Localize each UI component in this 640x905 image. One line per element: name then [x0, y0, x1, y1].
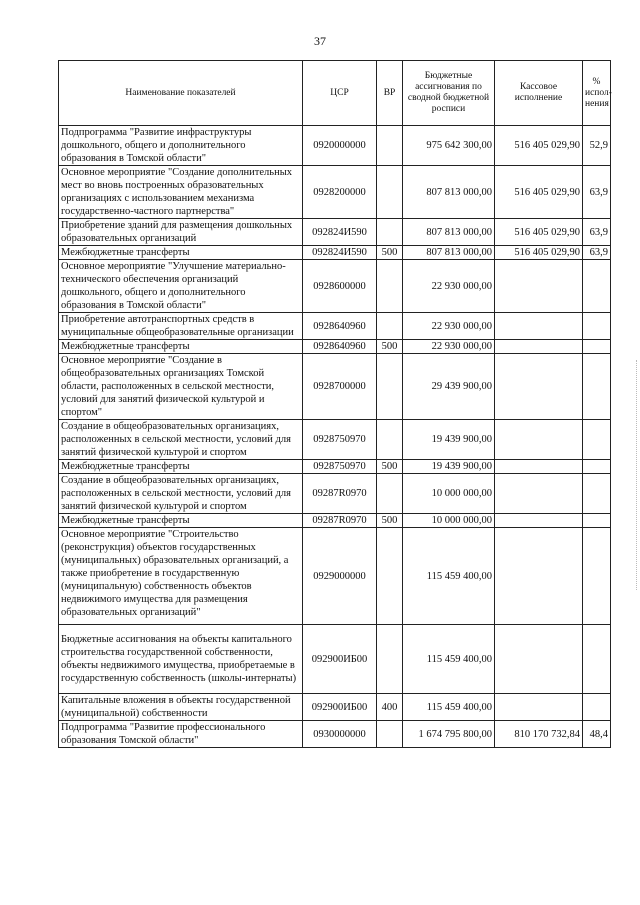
row-name: Приобретение автотранспортных средств в муниципальные общеобразовательные организации: [59, 313, 303, 340]
row-name: Основное мероприятие "Строительство (реконструкция) объектов государственных (муниципальных) образовательных организаций, а также приобретение в государственную (муниципальную) собственность объектов недвижимого имущества для размещения образовательных организаций": [59, 528, 303, 625]
table-row: [59, 721, 611, 748]
row-cash: [495, 420, 583, 460]
table-row: [59, 420, 611, 460]
scan-edge-marks: [635, 360, 637, 590]
row-assignment: 975 642 300,00: [403, 126, 495, 166]
header-execution-percent: % испол-нения: [583, 61, 611, 126]
table-header-row: [59, 61, 611, 126]
row-vr: [377, 260, 403, 313]
table-row: [59, 354, 611, 420]
row-cash: 516 405 029,90: [495, 246, 583, 260]
row-csr: 0928640960: [303, 313, 377, 340]
row-cash: [495, 694, 583, 721]
row-csr: 0928700000: [303, 354, 377, 420]
row-percent: [583, 694, 611, 721]
table-row: [59, 246, 611, 260]
row-cash: [495, 625, 583, 694]
table-row: [59, 166, 611, 219]
table-row: [59, 219, 611, 246]
row-name: Создание в общеобразовательных организациях, расположенных в сельской местности, условий для занятий физической культурой и спортом: [59, 420, 303, 460]
row-percent: 63,9: [583, 246, 611, 260]
row-percent: [583, 514, 611, 528]
row-name: Подпрограмма "Развитие профессионального образования Томской области": [59, 721, 303, 748]
row-vr: [377, 528, 403, 625]
row-name: Основное мероприятие "Создание дополнительных мест во вновь построенных образовательных организациях с использованием механизма государственно-частного партнерства": [59, 166, 303, 219]
row-cash: [495, 514, 583, 528]
table-row: [59, 474, 611, 514]
row-vr: [377, 354, 403, 420]
row-name: Приобретение зданий для размещения дошкольных образовательных организаций: [59, 219, 303, 246]
row-vr: [377, 420, 403, 460]
table-row: [59, 126, 611, 166]
row-name: Межбюджетные трансферты: [59, 460, 303, 474]
row-csr: 0928750970: [303, 420, 377, 460]
row-csr: 0929000000: [303, 528, 377, 625]
row-percent: [583, 474, 611, 514]
row-cash: [495, 528, 583, 625]
header-csr: ЦСР: [303, 61, 377, 126]
row-name: Основное мероприятие "Создание в общеобразовательных организациях Томской области, расположенных в сельской местности, условий для занятий физической культурой и спортом": [59, 354, 303, 420]
row-csr: 092824И590: [303, 246, 377, 260]
row-cash: 516 405 029,90: [495, 166, 583, 219]
row-vr: 500: [377, 514, 403, 528]
table-row: [59, 694, 611, 721]
row-assignment: 1 674 795 800,00: [403, 721, 495, 748]
row-name: Подпрограмма "Развитие инфраструктуры дошкольного, общего и дополнительного образования в Томской области": [59, 126, 303, 166]
row-csr: 0928750970: [303, 460, 377, 474]
row-csr: 0920000000: [303, 126, 377, 166]
row-percent: 48,4: [583, 721, 611, 748]
row-name: Создание в общеобразовательных организациях, расположенных в сельской местности, условий для занятий физической культурой и спортом: [59, 474, 303, 514]
row-csr: 0928640960: [303, 340, 377, 354]
header-assignments: Бюджетные ассигнования по сводной бюджетной росписи: [403, 61, 495, 126]
row-vr: [377, 166, 403, 219]
row-vr: 400: [377, 694, 403, 721]
row-assignment: 10 000 000,00: [403, 514, 495, 528]
row-assignment: 22 930 000,00: [403, 313, 495, 340]
row-cash: 516 405 029,90: [495, 219, 583, 246]
row-csr: 0930000000: [303, 721, 377, 748]
row-cash: 516 405 029,90: [495, 126, 583, 166]
header-vr: ВР: [377, 61, 403, 126]
header-name: Наименование показателей: [59, 61, 303, 126]
row-cash: [495, 313, 583, 340]
row-cash: [495, 474, 583, 514]
row-percent: [583, 260, 611, 313]
table-row: [59, 625, 611, 694]
row-assignment: 10 000 000,00: [403, 474, 495, 514]
row-vr: 500: [377, 246, 403, 260]
row-assignment: 29 439 900,00: [403, 354, 495, 420]
row-assignment: 19 439 900,00: [403, 460, 495, 474]
row-percent: 63,9: [583, 219, 611, 246]
row-assignment: 807 813 000,00: [403, 246, 495, 260]
row-assignment: 19 439 900,00: [403, 420, 495, 460]
row-assignment: 807 813 000,00: [403, 166, 495, 219]
row-percent: [583, 625, 611, 694]
row-cash: [495, 460, 583, 474]
row-assignment: 115 459 400,00: [403, 694, 495, 721]
row-assignment: 115 459 400,00: [403, 625, 495, 694]
row-percent: [583, 420, 611, 460]
row-vr: [377, 625, 403, 694]
row-assignment: 115 459 400,00: [403, 528, 495, 625]
row-name: Межбюджетные трансферты: [59, 340, 303, 354]
table-row: [59, 460, 611, 474]
row-cash: 810 170 732,84: [495, 721, 583, 748]
budget-execution-table: [58, 60, 611, 748]
row-assignment: 807 813 000,00: [403, 219, 495, 246]
row-vr: [377, 219, 403, 246]
row-assignment: 22 930 000,00: [403, 260, 495, 313]
table-row: [59, 340, 611, 354]
row-csr: 09287R0970: [303, 474, 377, 514]
page-number: 37: [314, 34, 326, 48]
row-vr: [377, 474, 403, 514]
table-row: [59, 313, 611, 340]
row-vr: 500: [377, 340, 403, 354]
row-vr: [377, 126, 403, 166]
table-row: [59, 528, 611, 625]
row-vr: [377, 721, 403, 748]
row-percent: 52,9: [583, 126, 611, 166]
row-name: Межбюджетные трансферты: [59, 246, 303, 260]
row-csr: 09287R0970: [303, 514, 377, 528]
row-cash: [495, 260, 583, 313]
row-name: Капитальные вложения в объекты государственной (муниципальной) собственности: [59, 694, 303, 721]
row-csr: 092900ИБ00: [303, 625, 377, 694]
row-percent: 63,9: [583, 166, 611, 219]
row-csr: 0928200000: [303, 166, 377, 219]
row-percent: [583, 313, 611, 340]
row-name: Бюджетные ассигнования на объекты капитального строительства государственной собственности, объекты недвижимого имущества, приобретаемые в государственную собственность (школы-интернаты): [59, 625, 303, 694]
row-vr: 500: [377, 460, 403, 474]
row-assignment: 22 930 000,00: [403, 340, 495, 354]
row-name: Межбюджетные трансферты: [59, 514, 303, 528]
row-csr: 0928600000: [303, 260, 377, 313]
row-cash: [495, 340, 583, 354]
table-row: [59, 514, 611, 528]
row-percent: [583, 528, 611, 625]
row-cash: [495, 354, 583, 420]
row-percent: [583, 460, 611, 474]
row-csr: 092824И590: [303, 219, 377, 246]
header-cash-execution: Кассовое исполнение: [495, 61, 583, 126]
row-name: Основное мероприятие "Улучшение материально-технического обеспечения организаций дошкольного, общего и дополнительного образования в Томской области": [59, 260, 303, 313]
row-csr: 092900ИБ00: [303, 694, 377, 721]
row-vr: [377, 313, 403, 340]
row-percent: [583, 354, 611, 420]
row-percent: [583, 340, 611, 354]
table-row: [59, 260, 611, 313]
